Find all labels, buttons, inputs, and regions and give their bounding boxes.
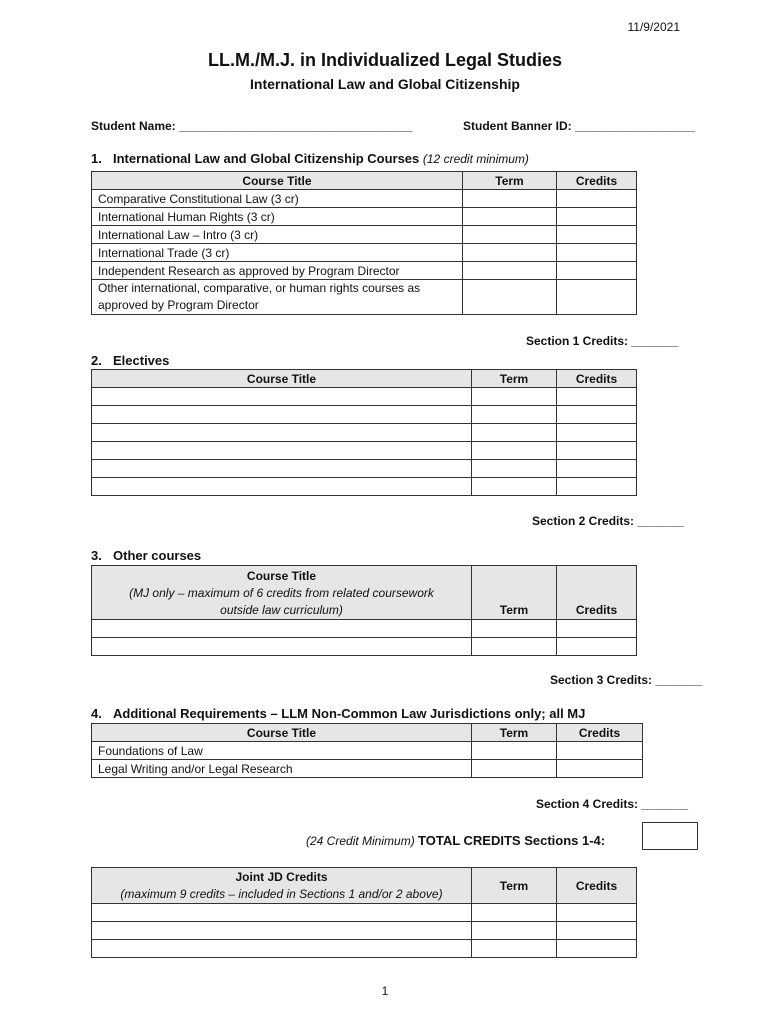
- total-credits-box[interactable]: [642, 822, 698, 850]
- column-header-course-title: Course Title: [92, 370, 472, 388]
- section-2-heading: [91, 353, 169, 368]
- column-header-term: Term: [463, 172, 557, 190]
- table-row: [92, 190, 637, 208]
- credits-cell[interactable]: [557, 226, 637, 244]
- header-note: (maximum 9 credits – included in Sections 1 and/or 2 above): [120, 886, 443, 901]
- course-title-cell[interactable]: [92, 460, 472, 478]
- credits-cell[interactable]: [557, 760, 643, 778]
- course-title-cell[interactable]: [92, 406, 472, 424]
- credits-cell[interactable]: [557, 620, 637, 638]
- column-header-credits: Credits: [557, 370, 637, 388]
- column-header-credits: Credits: [557, 724, 643, 742]
- term-cell[interactable]: [472, 904, 557, 922]
- term-cell[interactable]: [472, 424, 557, 442]
- credits-cell[interactable]: [557, 904, 637, 922]
- student-name-field[interactable]: Student Name: ___________________________________: [91, 119, 413, 133]
- credits-cell[interactable]: [557, 478, 637, 496]
- credits-cell[interactable]: [557, 190, 637, 208]
- column-header-course-title: [92, 566, 472, 620]
- joint-jd-table: [91, 867, 637, 958]
- page-title: LL.M./M.J. in Individualized Legal Studies: [207, 50, 563, 70]
- section-4-table: [91, 723, 643, 778]
- column-header-course-title: Course Title: [92, 724, 472, 742]
- document-date: 11/9/2021: [627, 20, 680, 34]
- section-title: Additional Requirements – LLM Non-Common Law Jurisdictions only; all MJ: [113, 706, 586, 721]
- section-3-heading: [91, 548, 201, 563]
- table-row: [92, 280, 637, 315]
- total-note: (24 Credit Minimum): [306, 834, 415, 848]
- table-row[interactable]: [92, 922, 637, 940]
- term-cell[interactable]: [472, 388, 557, 406]
- credits-cell[interactable]: [557, 280, 637, 315]
- column-header-course-title: Course Title: [92, 172, 463, 190]
- page-number: 1: [381, 984, 389, 998]
- term-cell[interactable]: [463, 208, 557, 226]
- term-cell[interactable]: [472, 406, 557, 424]
- credits-cell[interactable]: [557, 208, 637, 226]
- section-4-credits[interactable]: Section 4 Credits: _______: [536, 797, 689, 811]
- term-cell[interactable]: [472, 940, 557, 958]
- course-title-cell: Comparative Constitutional Law (3 cr): [92, 190, 463, 208]
- credits-cell[interactable]: [557, 406, 637, 424]
- course-title-cell: International Law – Intro (3 cr): [92, 226, 463, 244]
- course-title-cell[interactable]: [92, 904, 472, 922]
- column-header-credits: Credits: [557, 172, 637, 190]
- term-cell[interactable]: [472, 460, 557, 478]
- table-row: [92, 244, 637, 262]
- table-row[interactable]: [92, 940, 637, 958]
- column-header-term: Term: [472, 370, 557, 388]
- table-row[interactable]: [92, 388, 637, 406]
- table-row: [92, 262, 637, 280]
- table-row[interactable]: [92, 620, 637, 638]
- section-number: 1.: [91, 151, 102, 166]
- term-cell[interactable]: [463, 244, 557, 262]
- course-title-cell[interactable]: [92, 442, 472, 460]
- section-number: 3.: [91, 548, 102, 563]
- table-row[interactable]: [92, 424, 637, 442]
- course-title-cell: International Human Rights (3 cr): [92, 208, 463, 226]
- credits-cell[interactable]: [557, 460, 637, 478]
- credits-cell[interactable]: [557, 424, 637, 442]
- credits-cell[interactable]: [557, 742, 643, 760]
- credits-cell[interactable]: [557, 244, 637, 262]
- course-title-cell: International Trade (3 cr): [92, 244, 463, 262]
- term-cell[interactable]: [472, 742, 557, 760]
- section-note: (12 credit minimum): [422, 152, 529, 166]
- table-row: [92, 226, 637, 244]
- term-cell[interactable]: [463, 226, 557, 244]
- section-title: Other courses: [113, 548, 202, 563]
- section-2-table: [91, 369, 637, 496]
- course-title-cell: Other international, comparative, or human rights courses as approved by Program Director: [92, 280, 463, 315]
- header-title: Course Title: [246, 569, 317, 583]
- column-header-credits: Credits: [557, 868, 637, 904]
- table-row[interactable]: [92, 442, 637, 460]
- table-row: [92, 208, 637, 226]
- term-cell[interactable]: [472, 638, 557, 656]
- section-2-credits[interactable]: Section 2 Credits: _______: [532, 514, 685, 528]
- section-3-table: [91, 565, 637, 656]
- header-title: Joint JD Credits: [235, 869, 328, 884]
- term-cell[interactable]: [463, 190, 557, 208]
- column-header-term: Term: [472, 724, 557, 742]
- course-title-cell[interactable]: [92, 424, 472, 442]
- course-title-cell[interactable]: [92, 922, 472, 940]
- section-number: 4.: [91, 706, 102, 721]
- total-label: TOTAL CREDITS Sections 1-4:: [418, 833, 606, 848]
- table-row[interactable]: [92, 460, 637, 478]
- column-header-term: Term: [472, 566, 557, 620]
- credits-cell[interactable]: [557, 262, 637, 280]
- term-cell[interactable]: [472, 478, 557, 496]
- section-title: International Law and Global Citizenship Courses: [113, 151, 420, 166]
- table-row: [92, 760, 643, 778]
- term-cell[interactable]: [472, 922, 557, 940]
- course-title-cell[interactable]: [92, 638, 472, 656]
- course-title-cell: Foundations of Law: [92, 742, 472, 760]
- course-title-cell[interactable]: [92, 940, 472, 958]
- column-header-term: Term: [472, 868, 557, 904]
- table-row[interactable]: [92, 478, 637, 496]
- table-row: [92, 742, 643, 760]
- course-title-cell: Legal Writing and/or Legal Research: [92, 760, 472, 778]
- header-note: (MJ only – maximum of 6 credits from related coursework outside law curriculum): [129, 586, 434, 617]
- section-3-credits[interactable]: Section 3 Credits: _______: [550, 673, 703, 687]
- table-row[interactable]: [92, 406, 637, 424]
- student-banner-id-field[interactable]: Student Banner ID: __________________: [463, 119, 696, 133]
- course-title-cell[interactable]: [92, 388, 472, 406]
- section-1-heading: [91, 151, 529, 166]
- section-1-table: [91, 171, 637, 315]
- course-title-cell[interactable]: [92, 478, 472, 496]
- table-row[interactable]: [92, 638, 637, 656]
- term-cell[interactable]: [472, 620, 557, 638]
- term-cell[interactable]: [463, 280, 557, 315]
- page-subtitle: International Law and Global Citizenship: [250, 76, 520, 92]
- credits-cell[interactable]: [557, 388, 637, 406]
- section-title: Electives: [113, 353, 170, 368]
- section-1-credits[interactable]: Section 1 Credits: _______: [526, 334, 679, 348]
- section-number: 2.: [91, 353, 102, 368]
- credits-cell[interactable]: [557, 922, 637, 940]
- credits-cell[interactable]: [557, 638, 637, 656]
- total-credits-line: [306, 833, 605, 848]
- section-4-heading: [91, 706, 585, 721]
- term-cell[interactable]: [472, 760, 557, 778]
- term-cell[interactable]: [463, 262, 557, 280]
- course-title-cell[interactable]: [92, 620, 472, 638]
- course-title-cell: Independent Research as approved by Program Director: [92, 262, 463, 280]
- table-row[interactable]: [92, 904, 637, 922]
- credits-cell[interactable]: [557, 442, 637, 460]
- credits-cell[interactable]: [557, 940, 637, 958]
- term-cell[interactable]: [472, 442, 557, 460]
- column-header-credits: Credits: [557, 566, 637, 620]
- column-header-course-title: [92, 868, 472, 904]
